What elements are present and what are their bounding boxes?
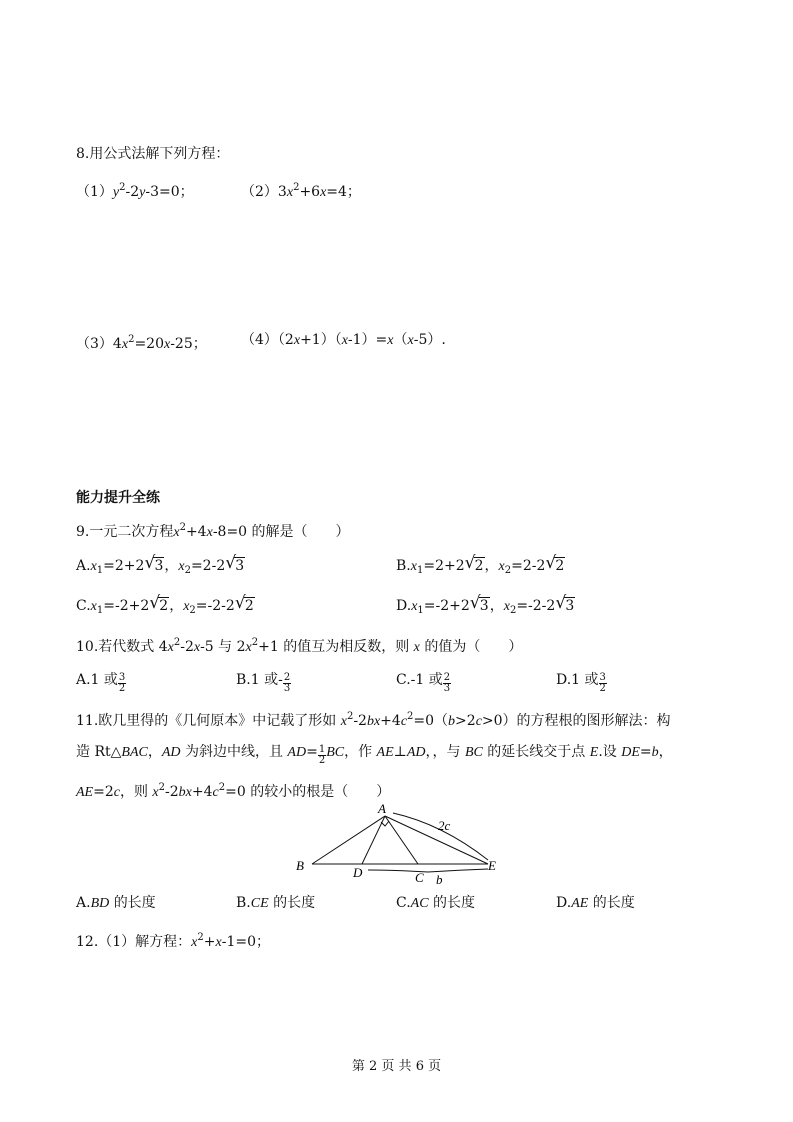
q8-part-3: $(3)4x^2=20x-25$；: [76, 334, 207, 352]
section-title: 能力提升全练: [76, 490, 160, 506]
label-a: A: [378, 801, 386, 816]
q9-option-a: $A.x_1=2+2$ √ 3，$x_2=2-2$ √ 3: [76, 553, 245, 576]
q10-option-b: B.1 或- $\frac{2}{3}$: [236, 672, 291, 694]
page-footer: 第 2 页 共 6 页: [351, 1059, 442, 1074]
q11-line-1: 11.欧几里得的《几何原本》中记载了形如 $x^2-2bx+4c^2=0(b>2c>0)$的方程根的图形解法：构: [76, 711, 671, 729]
q8-part-1: $(1)y^2-2y-3=0$；: [76, 182, 194, 200]
q8-part-4: （4）（2x+1）（x-1）=x（x-5）.: [241, 332, 446, 348]
q12-stem: 12.（1）解方程：$x^2+x-1=0$；: [76, 932, 270, 950]
q11-option-a: A.BD 的长度: [76, 895, 156, 911]
q9-option-d: $D.x_1=-2+2$ √ 3，$x_2=-2-2$ √ 3: [396, 593, 575, 616]
q11-option-c: C.AC 的长度: [396, 895, 476, 911]
q11-line-3: AE=2c，则 $x^2-2bx+4c^2=0$ 的较小的根是（ ）: [76, 782, 391, 800]
q11-option-b: B.CE 的长度: [236, 895, 316, 911]
q8-part-2: $(2)3x^2+6x=4$；: [241, 182, 361, 200]
q10-stem: 10.若代数式 $4x^2-2x-5$ 与 $2x^2+1$ 的值互为相反数，则 x 的值为（ ）: [76, 637, 523, 655]
q10-option-d: D.1 或 $\frac{3}{2}$: [556, 672, 606, 694]
segment-ae: [385, 816, 488, 864]
q9-option-c: $C.x_1=-2+2$ √ 2，$x_2=-2-2$ √ 2: [76, 593, 254, 616]
q10-option-a: A.1 或 $\frac{3}{2}$: [76, 672, 126, 694]
q11-option-d: D.AE 的长度: [556, 895, 635, 911]
label-b-length: b: [436, 872, 443, 887]
q9-option-b: $B.x_1=2+2$ √ 2，$x_2=2-2$ √ 2: [396, 553, 565, 576]
label-2c: 2c: [438, 818, 451, 833]
brace-b: [368, 869, 488, 872]
q10-option-c: C.-1 或 $\frac{2}{3}$: [396, 672, 451, 694]
q11-line-2: 造 Rt△BAC，AD 为斜边中线，且 AD= $\frac{1}{2}$ BC，作 AE⊥AD，，与 BC 的延长线交于点 E.设 DE=b，: [76, 744, 673, 766]
q8-title: 8.用公式法解下列方程：: [76, 146, 230, 162]
label-c: C: [415, 870, 424, 885]
q11-geometry-figure: [290, 800, 510, 890]
label-d: D: [353, 865, 363, 880]
label-b: B: [296, 858, 304, 873]
label-e: E: [488, 858, 496, 873]
q9-stem: 9.一元二次方程$x^2+4x-8=0$ 的解是（ ）: [76, 522, 350, 540]
